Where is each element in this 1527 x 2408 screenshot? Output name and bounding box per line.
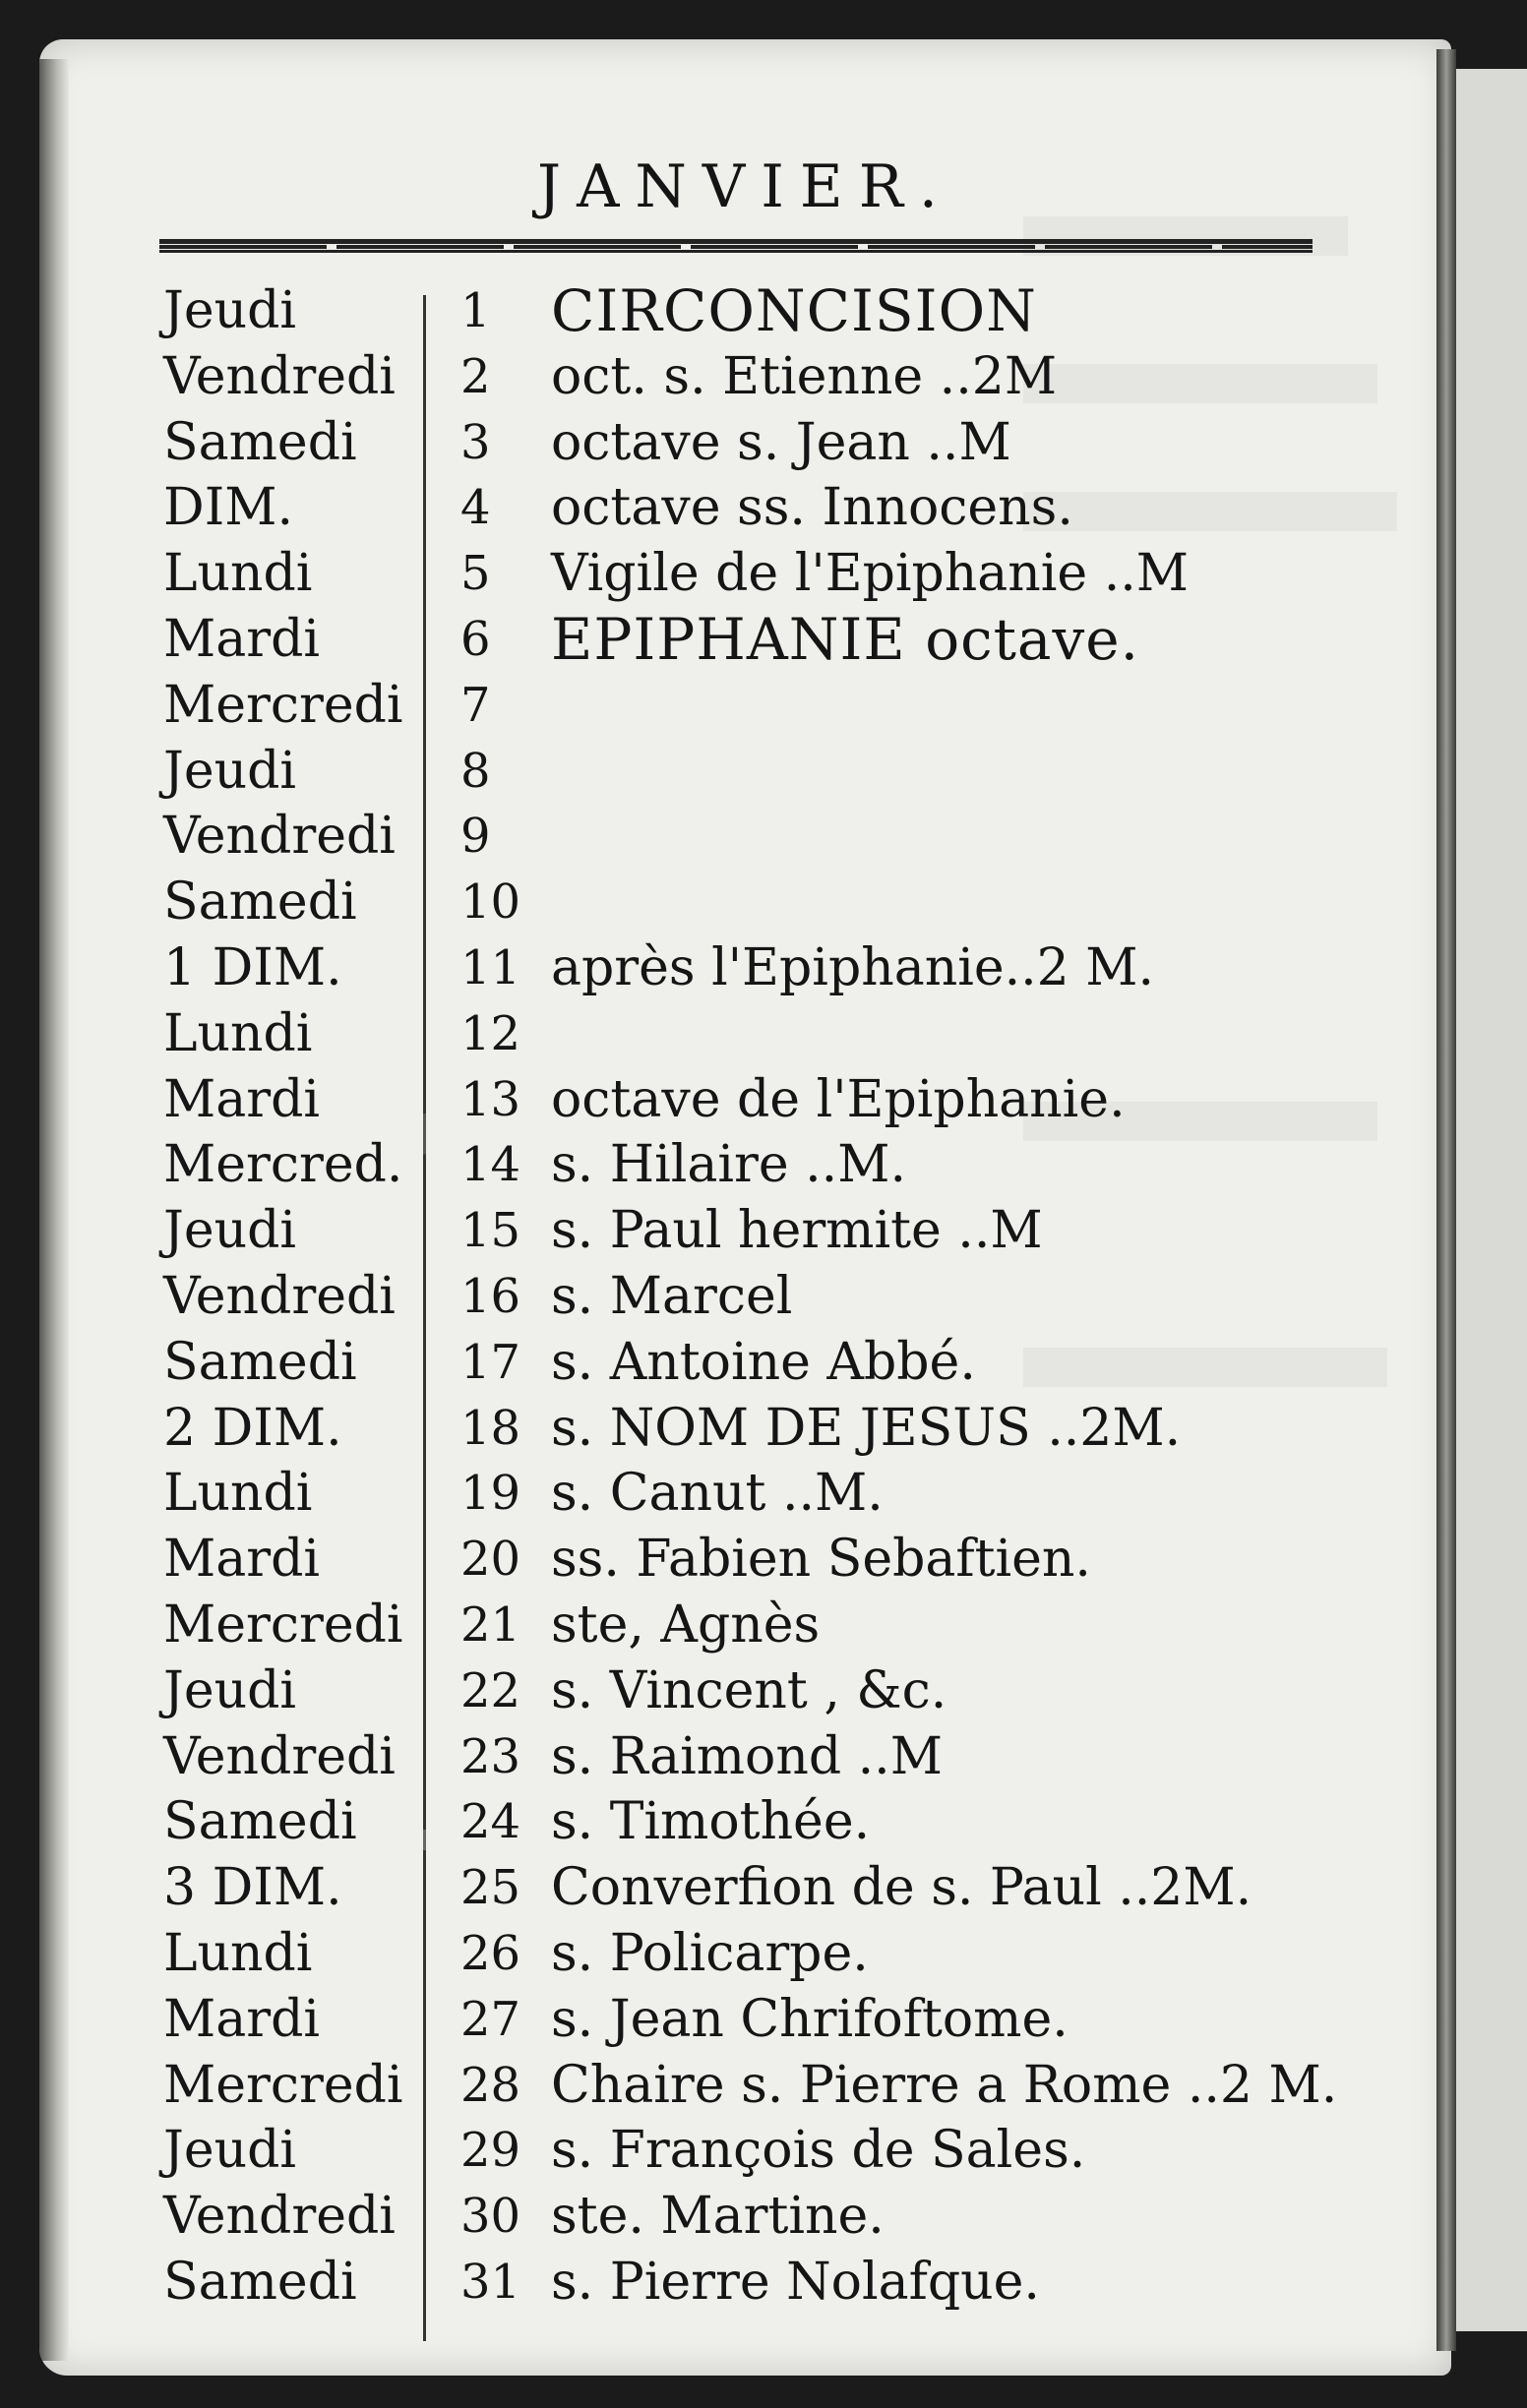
- weekday: Samedi: [163, 2252, 357, 2312]
- feast-entry: octave s. Jean ..M: [551, 412, 1011, 472]
- feast-entry: s. Jean Chrifoftome.: [551, 1989, 1069, 2049]
- calendar-row: [39, 1067, 1451, 1133]
- month-heading: JANVIER.: [537, 152, 953, 221]
- day-number: 13: [460, 1071, 521, 1127]
- weekday: Jeudi: [163, 281, 297, 340]
- weekday: Lundi: [163, 1923, 313, 1983]
- day-number: 27: [460, 1991, 521, 2047]
- calendar-row: [39, 804, 1451, 870]
- feast-entry: s. Pierre Nolafque.: [551, 2252, 1040, 2312]
- calendar-row: [39, 935, 1451, 1001]
- day-number: 3: [460, 414, 491, 470]
- feast-entry: Chaire s. Pierre a Rome ..2 M.: [551, 2055, 1338, 2115]
- day-number: 26: [460, 1925, 521, 1981]
- calendar-row: [39, 1855, 1451, 1921]
- day-number: 4: [460, 480, 491, 536]
- weekday: Jeudi: [163, 741, 297, 801]
- day-number: 1: [460, 283, 491, 338]
- day-number: 15: [460, 1203, 521, 1259]
- feast-entry: s. Canut ..M.: [551, 1464, 884, 1524]
- calendar-row: [39, 1593, 1451, 1658]
- day-number: 16: [460, 1268, 521, 1324]
- weekday: Mercredi: [163, 675, 403, 735]
- calendar-row: [39, 1921, 1451, 1987]
- weekday: Vendredi: [163, 2187, 396, 2247]
- weekday: Samedi: [163, 1792, 357, 1852]
- day-number: 31: [460, 2254, 521, 2310]
- weekday: Jeudi: [163, 1201, 297, 1261]
- feast-entry: ste. Martine.: [551, 2187, 885, 2247]
- calendar-row: [39, 278, 1451, 344]
- weekday: Jeudi: [163, 1660, 297, 1720]
- feast-entry: s. Policarpe.: [551, 1923, 869, 1983]
- weekday: 2 DIM.: [163, 1398, 342, 1458]
- feast-entry: ss. Fabien Sebaftien.: [551, 1530, 1091, 1590]
- day-number: 14: [460, 1137, 521, 1193]
- day-number: 10: [460, 874, 521, 931]
- weekday: 3 DIM.: [163, 1858, 342, 1918]
- heading-rule: [159, 239, 1313, 253]
- day-number: 21: [460, 1596, 521, 1653]
- weekday: Vendredi: [163, 807, 396, 867]
- feast-entry: s. Antoine Abbé.: [551, 1332, 976, 1392]
- day-number: 28: [460, 2057, 521, 2113]
- calendar-row: [39, 1724, 1451, 1790]
- weekday: Jeudi: [163, 2121, 297, 2181]
- calendar-row: [39, 2118, 1451, 2184]
- weekday: Mardi: [163, 1530, 321, 1590]
- feast-entry: s. Marcel: [551, 1266, 793, 1326]
- calendar-row: [39, 2250, 1451, 2316]
- calendar-row: [39, 1461, 1451, 1527]
- day-number: 30: [460, 2189, 521, 2245]
- day-number: 7: [460, 677, 491, 733]
- weekday: DIM.: [163, 478, 294, 538]
- weekday: Samedi: [163, 873, 357, 933]
- calendar-row: [39, 1987, 1451, 2053]
- calendar-row: [39, 1132, 1451, 1198]
- feast-entry: s. François de Sales.: [551, 2121, 1086, 2181]
- calendar-row: [39, 1001, 1451, 1067]
- calendar-row: [39, 739, 1451, 805]
- calendar-row: [39, 1658, 1451, 1724]
- feast-entry: s. Vincent , &c.: [551, 1660, 947, 1720]
- weekday: Lundi: [163, 544, 313, 604]
- feast-entry: Converfion de s. Paul ..2M.: [551, 1858, 1252, 1918]
- feast-entry: ste, Agnès: [551, 1595, 821, 1655]
- calendar-row: [39, 2053, 1451, 2119]
- weekday: Vendredi: [163, 1726, 396, 1786]
- calendar-row: [39, 673, 1451, 739]
- weekday: Mardi: [163, 1989, 321, 2049]
- calendar-row: [39, 475, 1451, 541]
- day-number: 5: [460, 546, 491, 602]
- calendar-row: [39, 410, 1451, 476]
- weekday: Vendredi: [163, 1266, 396, 1326]
- book-gutter: [1436, 49, 1456, 2351]
- facing-page-edge: [1456, 69, 1527, 2331]
- weekday: Vendredi: [163, 346, 396, 406]
- day-number: 25: [460, 1860, 521, 1916]
- feast-entry: s. Paul hermite ..M: [551, 1201, 1043, 1261]
- day-number: 17: [460, 1334, 521, 1390]
- day-number: 24: [460, 1794, 521, 1850]
- calendar-row: [39, 1396, 1451, 1462]
- day-number: 11: [460, 939, 521, 995]
- feast-entry: octave de l'Epiphanie.: [551, 1069, 1126, 1129]
- day-number: 18: [460, 1400, 521, 1456]
- weekday: Mercred.: [163, 1135, 403, 1195]
- calendar-row: [39, 870, 1451, 935]
- feast-entry: après l'Epiphanie..2 M.: [551, 937, 1155, 997]
- day-number: 8: [460, 743, 491, 799]
- weekday: Mardi: [163, 1069, 321, 1129]
- weekday: Mercredi: [163, 2055, 403, 2115]
- calendar-row: [39, 1330, 1451, 1396]
- feast-entry: EPIPHANIE octave.: [551, 605, 1140, 673]
- day-number: 9: [460, 809, 491, 865]
- feast-entry: oct. s. Etienne ..2M: [551, 346, 1058, 406]
- weekday: Samedi: [163, 412, 357, 472]
- day-number: 22: [460, 1662, 521, 1718]
- weekday: Mercredi: [163, 1595, 403, 1655]
- feast-entry: s. Raimond ..M: [551, 1726, 943, 1786]
- day-number: 2: [460, 348, 491, 404]
- day-number: 29: [460, 2123, 521, 2179]
- feast-entry: s. NOM DE JESUS ..2M.: [551, 1398, 1182, 1458]
- day-number: 12: [460, 1005, 521, 1061]
- feast-entry: s. Hilaire ..M.: [551, 1135, 906, 1195]
- weekday: 1 DIM.: [163, 937, 342, 997]
- calendar-row: [39, 1264, 1451, 1330]
- calendar-row: [39, 1789, 1451, 1855]
- weekday: Mardi: [163, 609, 321, 669]
- feast-entry: CIRCONCISION: [551, 277, 1037, 344]
- calendar-row: [39, 344, 1451, 410]
- feast-entry: s. Timothée.: [551, 1792, 871, 1852]
- calendar-list: [39, 278, 1451, 2316]
- weekday: Samedi: [163, 1332, 357, 1392]
- feast-entry: octave ss. Innocens.: [551, 478, 1073, 538]
- calendar-row: [39, 607, 1451, 673]
- calendar-row: [39, 2184, 1451, 2250]
- day-number: 6: [460, 611, 491, 667]
- weekday: Lundi: [163, 1464, 313, 1524]
- weekday: Lundi: [163, 1003, 313, 1063]
- day-number: 23: [460, 1728, 521, 1784]
- day-number: 20: [460, 1532, 521, 1588]
- calendar-row: [39, 1198, 1451, 1264]
- calendar-row: [39, 541, 1451, 607]
- day-number: 19: [460, 1466, 521, 1522]
- paper-page: [39, 39, 1451, 2376]
- feast-entry: Vigile de l'Epiphanie ..M: [551, 544, 1190, 604]
- calendar-row: [39, 1527, 1451, 1593]
